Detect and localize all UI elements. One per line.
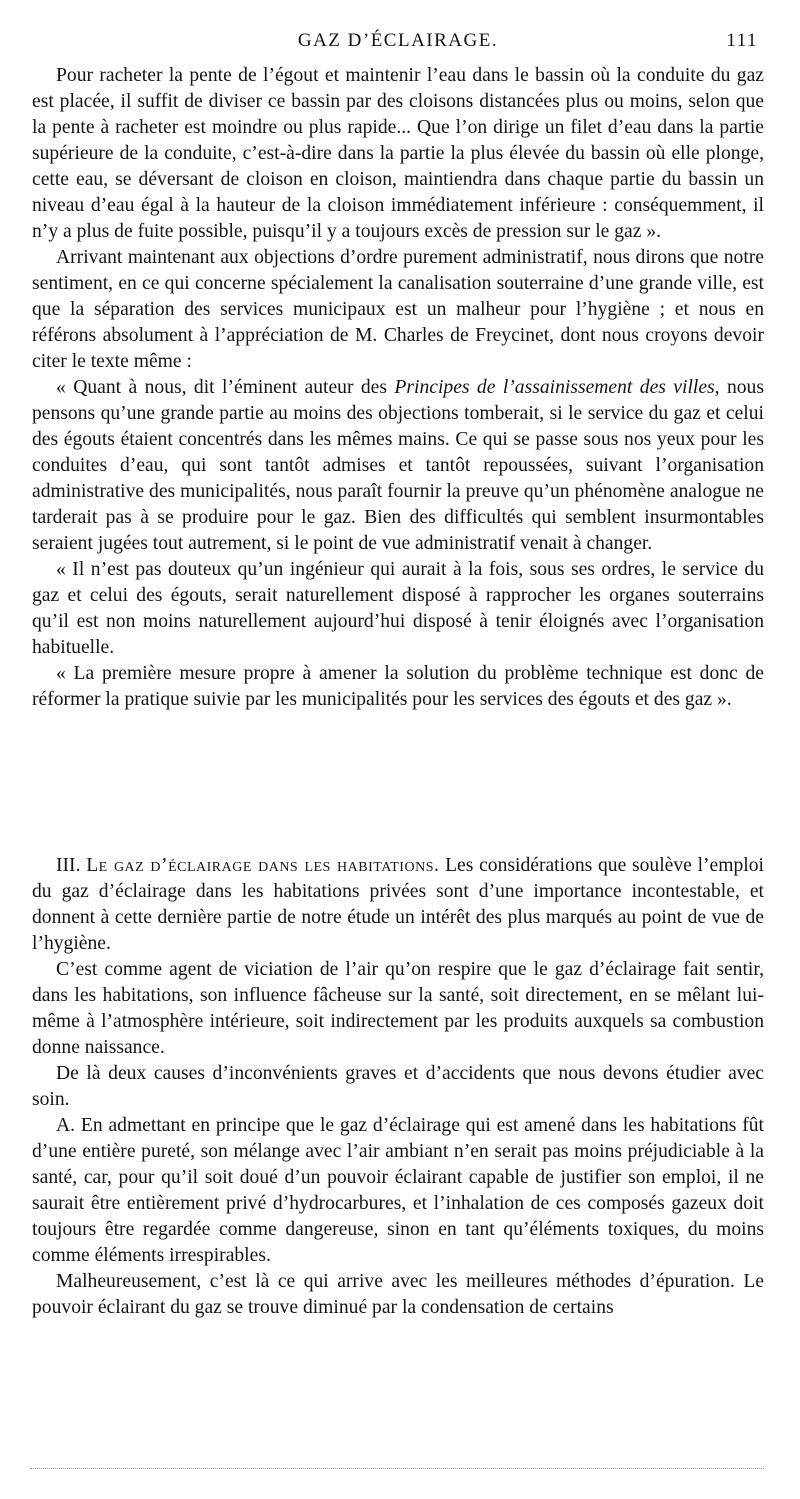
paragraph-administrative-objections: Arrivant maintenant aux objections d’ordre purement administratif, nous dirons que notre sentiment, en ce qui concerne spécialement la canalisation souterraine d’une grande ville, est que la séparation des services municipaux est un malheur pour l’hygiène ; et nous en référons absolument à l’appréciation de M. Charles de Freycinet, dont nous croyons devoir citer le texte même : — [32, 247, 764, 372]
book-page — [32, 0, 764, 1499]
paragraph-two-causes: De là deux causes d’inconvénients graves et d’accidents que nous devons étudier avec soin. — [32, 1063, 764, 1110]
quotation-freycinet-2: « Il n’est pas douteux qu’un ingénieur qui aurait à la fois, sous ses ordres, le service du gaz et celui des égouts, serait naturellement disposé à rapprocher les organes souterrains qu’il est non moins naturellement aujourd’hui disposé à tenir éloignés avec l’organisation habituelle. — [32, 559, 764, 658]
paragraph-a-purity: A. En admettant en principe que le gaz d’éclairage qui est amené dans les habitations fût d’une entière pureté, son mélange avec l’air ambiant n’en serait pas moins préjudiciable à la santé, car, pour qu’il soit doué d’un pouvoir éclairant capable de justifier son emploi, il ne saurait être entièrement privé d’hydrocarbures, et l’inhalation de ces composés gazeux doit toujours être regardée comme dangereuse, sinon en tant qu’éléments toxiques, du moins comme éléments irrespirables. — [32, 1115, 764, 1266]
quotation-intro: « Quant à nous, dit l’éminent auteur des — [56, 377, 395, 398]
section-heading: Le gaz d’éclairage dans les habitations. — [86, 855, 440, 876]
section-paragraph — [32, 853, 764, 957]
footer-rule — [30, 1468, 764, 1469]
running-title: GAZ D’ÉCLAIRAGE. — [297, 30, 499, 51]
quotation-freycinet-3: « La première mesure propre à amener la solution du problème technique est donc de réformer la pratique suivie par les municipalités pour les services des égouts et des gaz ». — [32, 663, 764, 710]
section-intro-text: Les considérations que soulève l’emploi du gaz d’éclairage dans les habitations privées sont d’une importance incontestable, et donnent à cette dernière partie de notre étude un intérêt des plus marqués au point de vue de l’hygiène. — [32, 855, 764, 954]
section-number: III. — [56, 855, 81, 876]
text-block-upper — [32, 63, 764, 713]
book-title: Principes de l’assainissement des villes — [394, 377, 715, 398]
section-habitations — [32, 853, 764, 1321]
paragraph-viciation: C’est comme agent de viciation de l’air qu’on respire que le gaz d’éclairage fait sentir, dans les habitations, son influence fâcheuse sur la santé, soit directement, en se mêlant lui-même à l’atmosphère intérieure, soit indirectement par les produits auxquels sa combustion donne naissance. — [32, 959, 764, 1058]
quotation-continuation: , nous pensons qu’une grande partie au moins des objections tomberait, si le service du gaz et celui des égouts étaient concentrés dans les mêmes mains. Ce qui se passe sous nos yeux pour les conduites d’eau, qui sont tantôt admises et tantôt repoussées, suivant l’organisation administrative des municipalités, nous paraît fournir la preuve qu’un phénomène analogue ne tarderait pas à se produire pour le gaz. Bien des difficultés qui semblent insurmontables seraient jugées tout autrement, si le point de vue administratif venait à changer. — [32, 377, 764, 554]
page-number: 111 — [726, 30, 758, 51]
quotation-freycinet-1 — [32, 375, 764, 557]
paragraph-epuration: Malheureusement, c’est là ce qui arrive avec les meilleures méthodes d’épuration. Le pouvoir éclairant du gaz se trouve diminué par la condensation de certains — [32, 1271, 764, 1318]
running-head — [32, 30, 764, 56]
paragraph-egout-slope: Pour racheter la pente de l’égout et maintenir l’eau dans le bassin où la conduite du gaz est placée, il suffit de diviser ce bassin par des cloisons distancées plus ou moins, selon que la pente à racheter est moindre ou plus rapide... Que l’on dirige un filet d’eau dans la partie supérieure de la conduite, c’est-à-dire dans la partie la plus élevée du bassin où elle plonge, cette eau, se déversant de cloison en cloison, maintiendra dans chaque partie du bassin un niveau d’eau égal à la hauteur de la cloison immédiatement inférieure : conséquemment, il n’y a plus de fuite possible, puisqu’il y a toujours excès de pression sur le gaz ». — [32, 65, 764, 242]
